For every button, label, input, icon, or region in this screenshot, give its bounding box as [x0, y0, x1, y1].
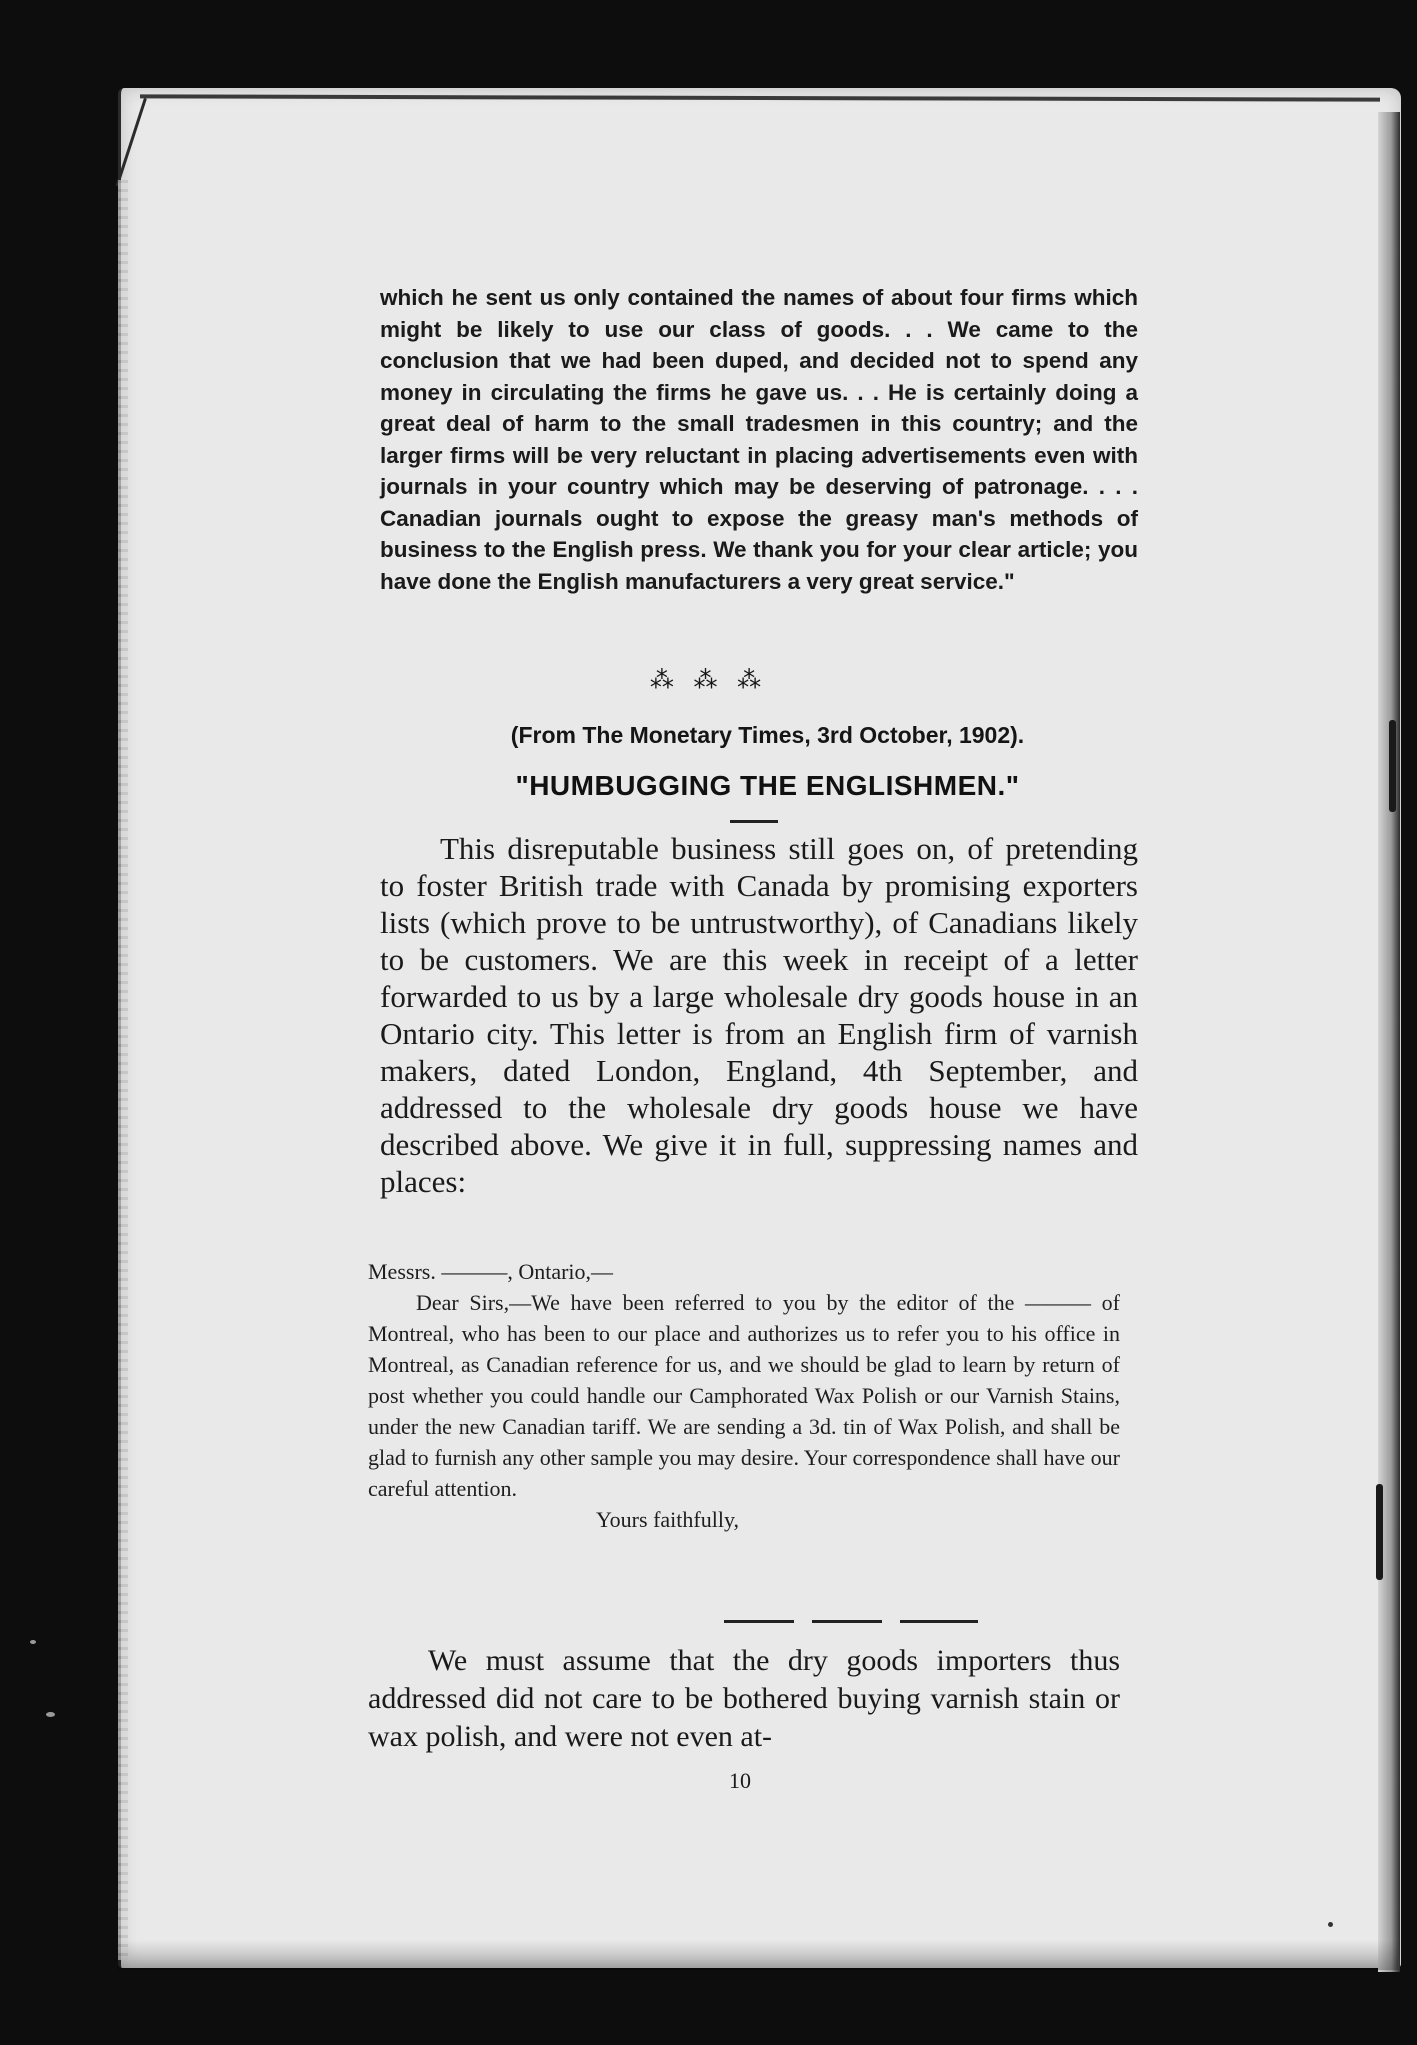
signature-rule	[900, 1620, 978, 1623]
signature-rules	[724, 1620, 980, 1623]
signature-rule	[724, 1620, 794, 1623]
letter-body: Dear Sirs,—We have been referred to you by the editor of the ——— of Montreal, who has been to our place and authorizes us to refer you to his office in Montreal, as Canadian reference for us, and we should be glad to learn by return of post whether you could handle our Camphorated Wax Polish or our Varnish Stains, under the new Canadian tariff. We are sending a 3d. tin of Wax Polish, and shall be glad to furnish any other sample you may desire. Your correspondence shall have our careful attention.	[368, 1290, 1120, 1501]
quoted-letter-excerpt	[380, 282, 1138, 597]
closing-paragraph: We must assume that the dry goods importers thus addressed did not care to be bothered buying varnish stain or wax polish, and were not even at-	[368, 1644, 1120, 1753]
binding-gutter	[118, 180, 128, 1960]
article-body	[380, 830, 1138, 1200]
quoted-paragraph: which he sent us only contained the names of about four firms which might be likely to use our class of goods. . . We came to the conclusion that we had been duped, and decided not to spend any money in circulating the firms he gave us. . . He is certainly doing a great deal of harm to the small tradesmen in this country; and the larger firms will be very reluctant in placing advertisements even with journals in your country which may be deserving of patronage. . . . Canadian journals ought to expose the greasy man's methods of business to the English press. We thank you for your clear article; you have done the English manufacturers a very great service."	[380, 285, 1138, 594]
bottom-shadow	[118, 1940, 1398, 1970]
page-number: 10	[729, 1768, 751, 1793]
article-paragraph: This disreputable business still goes on, of pretending to foster British trade with Canada by promising exporters lists (which prove to be untrustworthy), of Canadians likely to be customers. We are this week in receipt of a letter forwarded to us by a large wholesale dry goods house in an Ontario city. This letter is from an English firm of varnish makers, dated London, England, 4th September, and addressed to the wholesale dry goods house we have described above. We give it in full, suppressing names and places:	[380, 831, 1138, 1199]
scan-speck	[46, 1712, 55, 1717]
section-ornament: ⁂ ⁂ ⁂	[649, 666, 768, 694]
letter-closing: Yours faithfully,	[596, 1507, 740, 1532]
quoted-business-letter	[368, 1256, 1120, 1535]
scan-speck	[30, 1640, 36, 1644]
scan-edge-mark	[1376, 1484, 1383, 1580]
headline-rule	[730, 820, 778, 823]
letter-address: Messrs. ———, Ontario,—	[368, 1259, 614, 1284]
page-edge-shadow	[1378, 112, 1400, 1972]
signature-rule	[812, 1620, 882, 1623]
closing-commentary	[368, 1642, 1120, 1756]
source-citation: (From The Monetary Times, 3rd October, 1902).	[510, 722, 1025, 748]
scan-speck	[1328, 1922, 1333, 1927]
article-headline: "HUMBUGGING THE ENGLISHMEN."	[515, 770, 1020, 801]
